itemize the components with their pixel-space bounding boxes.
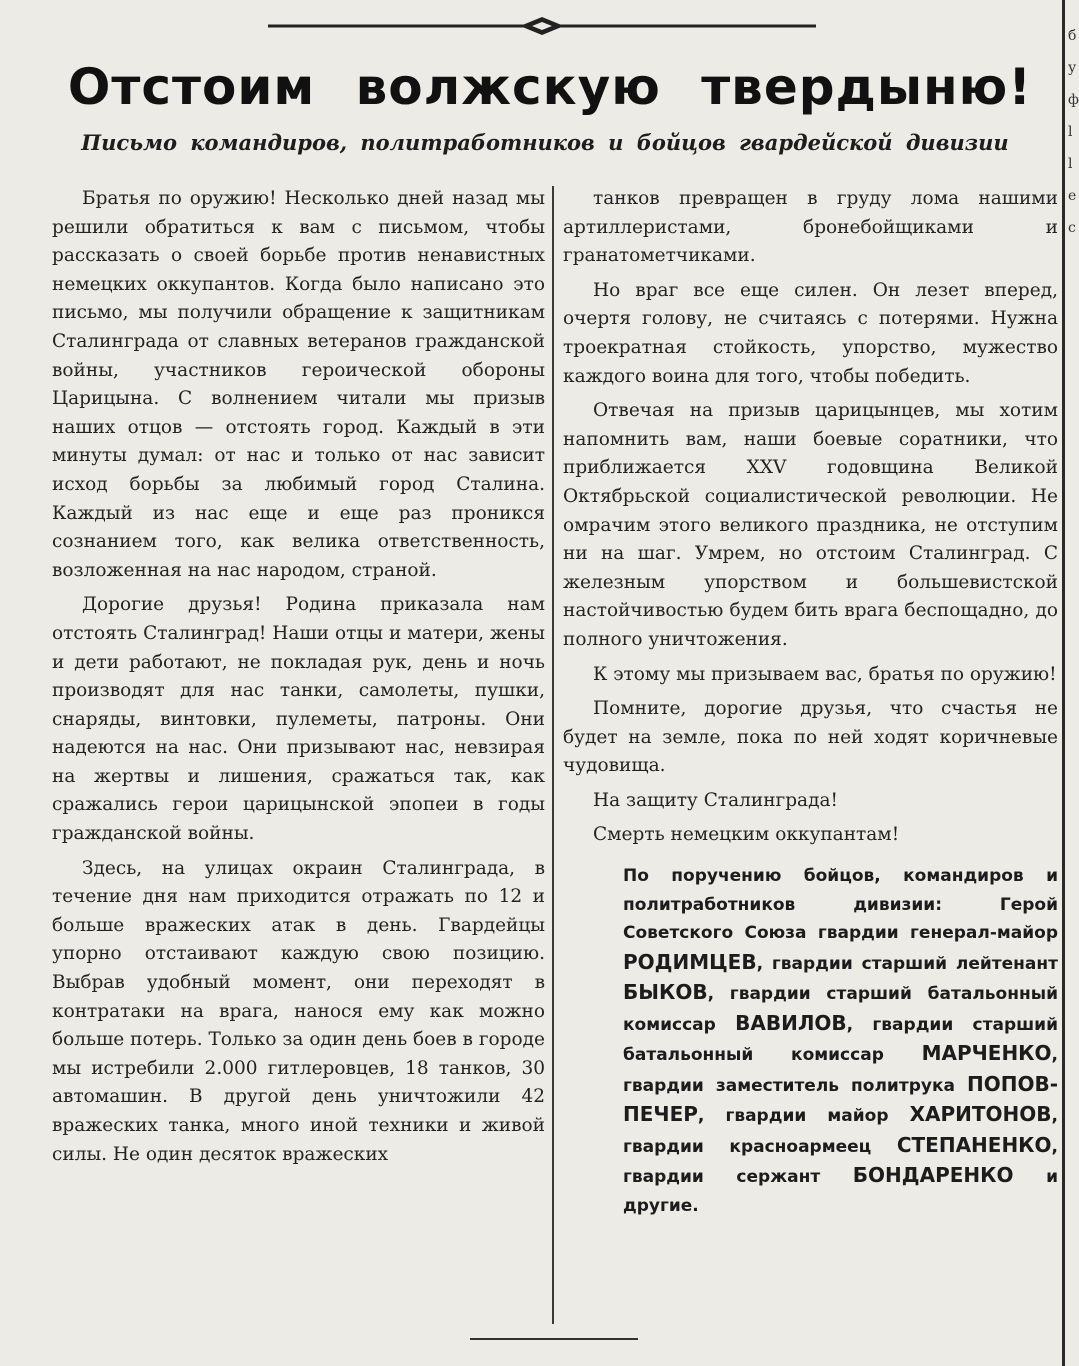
column-divider: [552, 186, 554, 1324]
signatory-name: ПОПОВ-ПЕЧЕР: [623, 1071, 1058, 1127]
subtitle: Письмо командиров, политработников и бойцов гвардейской дивизии: [81, 130, 1009, 155]
headline: Отстоим волжскую твердыню!: [67, 58, 1033, 116]
paragraph: Помните, дорогие друзья, что счастья не будет на земле, пока по ней ходят коричневые чудовища.: [563, 698, 1058, 777]
slogan: На защиту Сталинграда!: [593, 789, 838, 811]
top-ornament-rule: [268, 14, 816, 38]
paragraph: Дорогие друзья! Родина приказала нам отстоять Сталинград! Наши отцы и матери, жены и дети работают, не покладая рук, день и ночь производят для нас танки, самолеты, пушки, снаряды, винтовки, пулеметы, патроны. Они надеются на нас. Они призывают нас, невзирая на жертвы и лишения, сражаться так, как сражались герои царицынской эпопеи в годы гражданской войны.: [52, 594, 545, 845]
paragraph: Но враг все еще силен. Он лезет вперед, очертя голову, не считаясь с потерями. Нужна троекратная стойкость, упорство, мужество каждого воина для того, чтобы победить.: [563, 279, 1058, 387]
right-column: [563, 185, 1058, 1220]
paragraph: К этому мы призываем вас, братья по оружию!: [593, 663, 1057, 685]
signatory-name: МАРЧЕНКО: [921, 1041, 1052, 1066]
left-column: [52, 185, 545, 1175]
signature-text: , гвардии старший лейтенант: [756, 953, 1058, 974]
signatory-name: СТЕПАНЕНКО: [896, 1132, 1052, 1157]
signature-text: , гвардии красноармеец: [623, 1106, 1058, 1157]
adjacent-column-fragments: б у ф l l e с: [1068, 28, 1079, 236]
signature-text: , гвардии сержант: [623, 1136, 1058, 1188]
paragraph: танков превращен в груду лома нашими артиллеристами, бронебойщиками и гранатометчиками.: [563, 188, 1058, 267]
signatory-name: ХАРИТОНОВ: [909, 1102, 1052, 1127]
signature-text: , гвардии старший батальонный комиссар: [623, 984, 1058, 1035]
signature-text: , гвардии майор: [697, 1106, 910, 1127]
paragraph: Братья по оружию! Несколько дней назад мы решили обратиться к вам с письмом, чтобы рассказать о своей борьбе против ненавистных немецких оккупантов. Когда было написано это письмо, мы получили обращение к защитникам Сталинграда от славных ветеранов гражданской войны, участников героической обороны Царицына. С волнением читали мы призыв наших отцов — отстоять город. Каждый в эти минуты думал: от нас и только от нас зависит исход борьбы за любимый город Сталина. Каждый из нас еще и еще раз проникся сознанием того, как велика ответственность, возложенная на нас народом, страной.: [52, 188, 545, 581]
signatory-name: БЫКОВ: [623, 980, 708, 1005]
bottom-rule: [470, 1338, 638, 1340]
signature-text: , гвардии старший батальонный комиссар: [623, 1014, 1058, 1066]
signature-text: По поручению бойцов, командиров и политработников дивизии: Герой Советского Союза гвардии генерал-майор: [623, 866, 1058, 944]
signature-block: [563, 862, 1058, 1220]
signature-text: , гвардии заместитель политрука: [623, 1045, 1058, 1096]
signatory-name: РОДИМЦЕВ: [623, 949, 757, 974]
signatory-name: ВАВИЛОВ: [735, 1010, 847, 1035]
paragraph: Отвечая на призыв царицынцев, мы хотим напомнить вам, наши боевые соратники, что приближается XXV годовщина Великой Октябрьской социалистической революции. Не омрачим этого великого праздника, не отступим ни на шаг. Умрем, но отстоим Сталинград. С железным упорством и большевистской настойчивостью будем бить врага беспощадно, до полного уничтожения.: [563, 400, 1058, 650]
signature-text: и другие.: [623, 1167, 1058, 1216]
right-edge-rule: [1062, 0, 1065, 1366]
paragraph: Здесь, на улицах окраин Сталинграда, в течение дня нам приходится отражать по 12 и больше вражеских атак в день. Гвардейцы упорно отстаивают каждую свою позицию. Выбрав удобный момент, они переходят в контратаки на врага, нанося ему как можно больше потерь. Только за один день боев в городе мы истребили 2.000 гитлеровцев, 18 танков, 30 автомашин. В другой день уничтожили 42 вражеских танка, много иной техники и живой силы. Не один десяток вражеских: [52, 857, 545, 1165]
signatory-name: БОНДАРЕНКО: [852, 1163, 1014, 1188]
slogan: Смерть немецким оккупантам!: [593, 824, 900, 846]
